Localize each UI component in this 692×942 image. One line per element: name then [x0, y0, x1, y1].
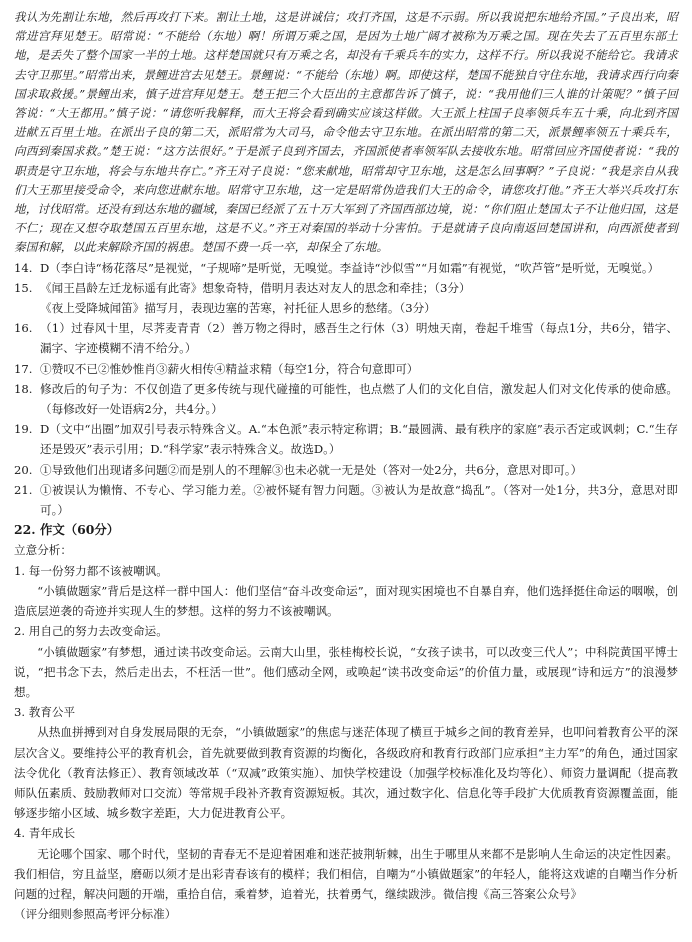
essay-number: 22.: [14, 522, 36, 538]
answer-item-16: [14, 318, 678, 358]
answer-text: 修改后的句子为：不仅创造了更多传统与现代碰撞的可能性，也点燃了人们的文化自信，激发起人们对文化传承的使命感。（每修改好一处语病2分，共4分。）: [40, 381, 678, 417]
answer-item-20: [14, 460, 678, 480]
essay-title: 作文（60分）: [40, 522, 120, 538]
essay-section-title-3: 3. 教育公平: [14, 705, 76, 720]
answer-text: ①赞叹不已②惟妙惟肖③薪火相传④精益求精（每空1分，符合句意即可）: [40, 361, 419, 376]
answer-text: D（李白诗“杨花落尽”是视觉，“子规啼”是听觉，无嗅觉。李益诗“沙似雪”“月如霜”有视觉，“吹芦管”是听觉，无嗅觉。）: [40, 260, 660, 275]
answer-item-21: [14, 480, 678, 520]
answer-number: 19.: [14, 422, 33, 437]
answer-number: 15.: [14, 280, 33, 295]
essay-section-body-3: 从热血拼搏到对自身发展局限的无奈，“小镇做题家”的焦虑与迷茫体现了横亘于城乡之间的教育差异，也叩问着教育公平的深层次含义。要维持公平的教育机会，首先就要做到教育资源的均衡化，各级政府和教育行政部门应承担“主力军”的角色，通过国家法令优化（教育法修正）、教育领域改革（“双减”政策实施）、加快学校建设（加强学校标准化及均等化）、师资力量调配（提高教师队伍素质、鼓励教师对口交流）等常规手段补齐教育资源短板。其次，通过数字化、信息化等手段扩大优质教育资源覆盖面，能够逐步缩小区域、城乡数字差距，大力促进教育公平。: [14, 725, 678, 821]
answer-item-18: [14, 379, 678, 419]
answer-number: 21.: [14, 482, 33, 497]
translation-paragraph: [14, 8, 678, 258]
answer-item-19: [14, 419, 678, 459]
answer-text: ①被误认为懒惰、不专心、学习能力差。②被怀疑有智力问题。③被认为是故意“捣乱”。（答对一处1分，共3分，意思对即可。）: [40, 482, 678, 518]
answer-item-17: [14, 359, 678, 379]
essay-section-title-1: 1. 每一份努力都不该被嘲讽。: [14, 563, 168, 578]
essay-heading: [14, 520, 678, 540]
answer-number: 18.: [14, 381, 33, 396]
answer-number: 14.: [14, 260, 33, 275]
essay-section-title-2: 2. 用自己的努力去改变命运。: [14, 624, 168, 639]
answers-list: [14, 258, 678, 925]
answer-text: 《闻王昌龄左迁龙标遥有此寄》想象奇特，借明月表达对友人的思念和牵挂；（3分）: [40, 280, 471, 295]
answer-text: ①导致他们出现诸多问题②而是别人的不理解③也未必就一无是处（答对一处2分，共6分，意思对即可。）: [40, 462, 583, 477]
essay-section-body-1: “小镇做题家”背后是这样一群中国人：他们坚信“奋斗改变命运”，面对现实困境也不自暴自弃，他们选择挺住命运的咽喉，创造底层逆袭的奇迹并实现人生的梦想。这样的努力不该被嘲讽。: [14, 583, 678, 619]
essay-section-title-4: 4. 青年成长: [14, 826, 76, 841]
answer-number: 16.: [14, 321, 33, 336]
answer-item-15-sub: 《夜上受降城闻笛》描写月，表现边塞的苦寒，衬托征人思乡的愁绪。（3分）: [40, 301, 436, 316]
answer-number: 20.: [14, 462, 33, 477]
grading-footer: （评分细则参照高考评分标准）: [14, 907, 177, 922]
answer-item-14: [14, 258, 678, 278]
essay-intro: 立意分析：: [14, 543, 72, 558]
answer-item-15: [14, 278, 678, 298]
answer-number: 17.: [14, 361, 33, 376]
answer-text: （1）过春风十里，尽荠麦青青（2）善万物之得时，感吾生之行休（3）明烛天南，卷起千堆雪（每点1分，共6分，错字、漏字、字迹模糊不清不给分。）: [40, 321, 678, 356]
translation-text: 我认为先割让东地，然后再攻打下来。割让土地，这是讲诚信；攻打齐国，这是不示弱。所以我说把东地给齐国。”子良出来，昭常进宫拜见楚王。昭常说：“不能给（东地）啊！所谓万乘之国，是因为土地广阔才被称为万乘之国。现在失去了五百里东部土地，是丢失了整个国家一半的土地。这样楚国就只有万乘之名，却没有千乘兵车的实力，这样不行。所以我说不能给它。我请求去守卫那里。”昭常出来，景鲤进宫去见楚王。景鲤说：“不能给（东地）啊。即使这样，楚国不能独自守住东地，我请求西行向秦国求取救援。”景鲤出来，慎子进宫拜见楚王。楚王把三个大臣出的主意都告诉了慎子，说：“我用他们三人谁的计策呢？”慎子回答说：“大王都用。”慎子说：“请您听我解释，而大王将会看到确实应该这样做。大王派上柱国子良率领兵车五十乘，向北到齐国进献五百里土地。在派出子良的第二天，派昭常为大司马，命令他去守卫东地。在派出昭常的第二天，派景鲤率领五十乘兵车，向西到秦国求救。”楚王说：“这方法很好。”于是派子良到齐国去，齐国派使者率领军队去接收东地。昭常回应齐国使者说：“我的职责是守卫东地，将会与东地共存亡。”齐王对子良说：“您来献地，昭常却守卫东地，这是怎么回事啊？”子良说：“我是亲自从我们大王那里接受命令，来向您进献东地。昭常守卫东地，这一定是昭常伪造我们大王的命令，请您攻打他。”齐王大举兴兵攻打东地，讨伐昭常。还没有到达东地的疆域，秦国已经派了五十万大军到了齐国西部边境，说：“你们阻止楚国太子不让他归国，这是不仁；现在又想夺取楚国五百里东地，这是不义。”齐王对秦国的举动十分害怕。于是就请子良向南返回楚国讲和，向西派使者到秦国和解，以此来解除齐国的祸患。楚国不费一兵一卒，却保全了东地。: [14, 10, 678, 255]
answer-text: D（文中“出圈”加双引号表示特殊含义。A.“本色派”表示特定称谓；B.“最圆满、最有秩序的家庭”表示否定或讽刺；C.“生存还是毁灭”表示引用；D.“科学家”表示特殊含义。故选D。）: [40, 422, 678, 457]
essay-section-body-4: 无论哪个国家、哪个时代，坚韧的青春无不是迎着困难和迷茫披荆斩棘，出生于哪里从来都不是影响人生命运的决定性因素。我们相信，穷且益坚，磨砺以须才是出彩青春该有的模样；我们相信，自嘲为“小镇做题家”的年轻人，能将这戏谑的自嘲当作分析问题的过程，解决问题的开端，重拾自信，乘着梦，追着光，扶着勇气，继续跋涉。微信搜《高三答案公众号》: [14, 846, 678, 901]
essay-section-body-2: “小镇做题家”有梦想，通过读书改变命运。云南大山里，张桂梅校长说，“女孩子读书，可以改变三代人”；中科院黄国平博士说，“把书念下去，然后走出去，不枉活一世”。他们感动全网，或唤起“读书改变命运”的价值力量，或展现“诗和远方”的浪漫梦想。: [14, 644, 678, 699]
